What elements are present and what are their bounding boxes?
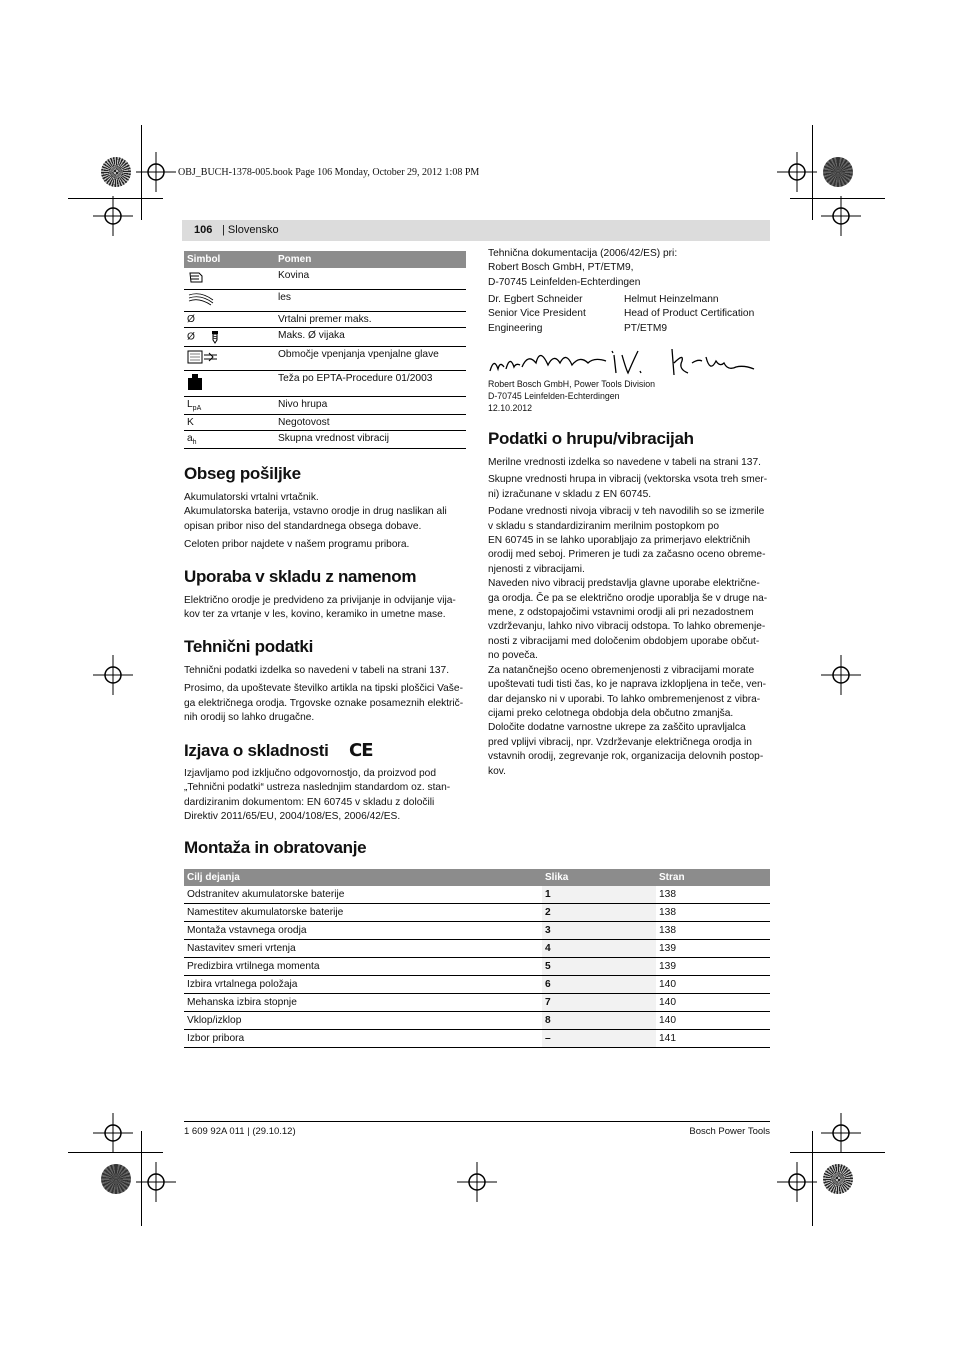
table-row <box>184 268 466 290</box>
table-row: Izbira vrtalnega položaja 6 140 <box>184 976 770 994</box>
table-row <box>184 328 466 347</box>
crosshair-icon <box>83 186 143 246</box>
operation-table <box>184 869 770 1048</box>
paragraph: Akumulatorska baterija, vstavno orodje in drug naslikan ali <box>184 506 447 518</box>
symbol-meaning: Območje vpenjanja vpenjalne glave <box>275 347 466 371</box>
symbol-text: Ø <box>184 312 275 328</box>
signatory-role: Head of Product Certification <box>624 308 755 320</box>
paragraph-line: EN 60745 in se lahko uporabljajo za primerjavo električnih <box>488 535 751 547</box>
section-tehnicni <box>184 637 474 726</box>
section-title: Izjava o skladnosti <box>184 741 329 760</box>
signatory-1 <box>488 293 628 336</box>
section-title: Uporaba v skladu z namenom <box>184 567 417 586</box>
signatory-name: Helmut Heinzelmann <box>624 294 719 305</box>
screw-icon <box>208 330 222 344</box>
table-row: Namestitev akumulatorske baterije 2 138 <box>184 904 770 922</box>
handwritten-signatures <box>488 343 758 379</box>
doc-line: Robert Bosch GmbH, PT/ETM9, <box>488 262 634 274</box>
paragraph: Prosimo, da upoštevate številko artikla na tipski ploščici Vaše- <box>184 683 463 695</box>
table-row <box>184 290 466 312</box>
symbol-meaning: Teža po EPTA-Procedure 01/2003 <box>275 371 466 397</box>
signatory-role: Senior Vice President <box>488 308 586 320</box>
paragraph-line: Za natančnejšo oceno obremenjenosti z vibracijami morate <box>488 664 755 676</box>
symbol-text: K <box>184 415 275 431</box>
paragraph-line: v skladu s standardiziranim merilnim postopkom po <box>488 520 720 532</box>
company-address <box>488 378 778 414</box>
color-rosette-icon <box>823 157 853 187</box>
symbol-table <box>184 251 466 449</box>
paragraph-line: vzdrževanju, lahko nivo vibracij odstopa. To lahko obremenje- <box>488 621 766 633</box>
table-header: Pomen <box>275 251 466 268</box>
countersink-icon <box>187 349 219 365</box>
signatory-role: Engineering <box>488 322 543 334</box>
paragraph: „Tehnični podatki“ ustreza naslednjim standardom oz. stan- <box>184 782 451 794</box>
paragraph: Tehnični podatki izdelka so navedeni v tabeli na strani 137. <box>184 665 450 676</box>
footer-brand: Bosch Power Tools <box>689 1126 770 1137</box>
paragraph-line: nosti z vibracijami med določenim obdobjem uporabe občut- <box>488 635 760 647</box>
paragraph-line: dar dejansko ni v uporabi. To lahko ombremenjenost z vibra- <box>488 693 761 705</box>
signatory-2 <box>624 293 784 336</box>
table-row: Mehanska izbira stopnje 7 140 <box>184 994 770 1012</box>
footer-rule <box>184 1121 770 1122</box>
doc-line: Tehnična dokumentacija (2006/42/ES) pri: <box>488 248 678 259</box>
doc-line: D-70745 Leinfelden-Echterdingen <box>488 276 641 288</box>
table-header: Slika <box>542 869 656 886</box>
symbol-text: Ø <box>187 331 195 343</box>
paragraph: Celoten pribor najdete v našem programu pribora. <box>184 539 410 551</box>
symbol-text: a <box>187 433 193 445</box>
paragraph-line: pred vplijvi vibracij, npr. Vzdrževanje električnega orodja in <box>488 736 752 748</box>
language-label: | Slovensko <box>222 224 279 236</box>
table-header: Stran <box>656 869 770 886</box>
signatory-name: Dr. Egbert Schneider <box>488 294 583 305</box>
paragraph-line: upoštevati tudi tisti čas, ko je naprava izklopljena in teče, ven- <box>488 679 767 691</box>
paragraph-line: Določite dodatne varnostne ukrepe za zaščito upravljalca <box>488 722 746 734</box>
table-row: Izbor pribora – 141 <box>184 1030 770 1048</box>
page-number: 106 <box>194 224 213 236</box>
symbol-text: L <box>187 399 193 410</box>
crosshair-icon <box>767 1152 827 1212</box>
paragraph: Direktiv 2011/65/EU, 2004/108/ES, 2006/42/ES. <box>184 811 401 823</box>
crosshair-icon <box>811 186 871 246</box>
paragraph-line: njenosti z vibracijami. <box>488 563 585 575</box>
paragraph-line: no poveča. <box>488 650 538 662</box>
ce-mark: CE <box>348 740 373 761</box>
paragraph-line: ga orodja. Če pa se električno orodje uporablja še v druge na- <box>488 592 768 604</box>
tech-documentation <box>488 247 778 290</box>
crosshair-icon <box>811 645 871 705</box>
table-row <box>184 347 466 371</box>
paragraph: Električno orodje je predvideno za privijanje in odvijanje vija- <box>184 595 456 606</box>
table-row: Montaža vstavnega orodja 3 138 <box>184 922 770 940</box>
table-header: Cilj dejanja <box>184 869 542 886</box>
paragraph-line: orodij med seboj. Primeren je tudi za začasno oceno obreme- <box>488 549 766 561</box>
symbol-subscript: pA <box>192 405 202 413</box>
address-line: Robert Bosch GmbH, Power Tools Division <box>488 379 656 389</box>
signature-date: 12.10.2012 <box>488 403 533 413</box>
paragraph: kov ter za vrtanje v les, kovino, keramiko in umetne mase. <box>184 609 446 621</box>
table-row: Odstranitev akumulatorske baterije 1 138 <box>184 886 770 904</box>
address-line: D-70745 Leinfelden-Echterdingen <box>488 391 620 401</box>
table-row <box>184 397 466 415</box>
section-izjava <box>184 740 474 825</box>
symbol-meaning: les <box>275 290 466 312</box>
section-title: Montaža in obratovanje <box>184 838 367 857</box>
symbol-meaning: Vrtalni premer maks. <box>275 312 466 328</box>
wood-icon <box>187 292 215 306</box>
table-header: Simbol <box>184 251 275 268</box>
paragraph-line: Skupne vrednosti hrupa in vibracij (vektorska vsota treh smer- <box>488 474 768 486</box>
paragraph-line: ni) izračunane v skladu z EN 60745. <box>488 488 652 500</box>
paragraph-line: vstavnih orodij, zegrevanje rok, organizacija delovnih postop- <box>488 751 764 763</box>
symbol-meaning: Maks. Ø vijaka <box>275 328 466 347</box>
table-row: Nastavitev smeri vrtenja 4 139 <box>184 940 770 958</box>
section-obseg <box>184 464 474 553</box>
paragraph: nih orodij so lahko drugačne. <box>184 712 315 724</box>
weight-icon <box>187 373 203 391</box>
paragraph-line: Naveden nivo vibracij predstavlja glavne uporabe električne- <box>488 578 760 590</box>
paragraph-line: mene, z odstopajočimi vstavnimi orodji ali pri nezadostnem <box>488 607 754 619</box>
table-row <box>184 312 466 328</box>
paragraph-line: cijami preko celotnega obdobja dela občutno zmanjša. <box>488 707 734 719</box>
paragraph-line: Merilne vrednosti izdelka so navedene v tabeli na strani 137. <box>488 457 761 468</box>
section-uporaba <box>184 567 474 623</box>
crosshair-icon <box>83 645 143 705</box>
table-row <box>184 431 466 449</box>
table-row <box>184 415 466 431</box>
table-row: Predizbira vrtilnega momenta 5 139 <box>184 958 770 976</box>
crosshair-icon <box>447 1152 507 1212</box>
paragraph: dardiziranim dokumentom: EN 60745 v skladu z določili <box>184 796 435 808</box>
table-row: Vklop/izklop 8 140 <box>184 1012 770 1030</box>
signatory-role: PT/ETM9 <box>624 322 668 334</box>
metal-icon <box>187 270 205 284</box>
paragraph-line: Podane vrednosti nivoja vibracij v teh navodilih so se izmerile <box>488 506 765 518</box>
section-title: Tehnični podatki <box>184 637 314 656</box>
symbol-meaning: Negotovost <box>275 415 466 431</box>
crosshair-icon <box>126 1152 186 1212</box>
color-rosette-icon <box>823 1164 853 1194</box>
symbol-meaning: Skupna vrednost vibracij <box>275 431 466 449</box>
symbol-subscript: h <box>192 439 197 447</box>
section-hrup <box>488 429 778 779</box>
paragraph: Izjavljamo pod izključno odgovornostjo, da proizvod pod <box>184 768 437 779</box>
section-title: Podatki o hrupu/vibracijah <box>488 429 694 448</box>
paragraph: opisan pribor niso del standardnega obsega dobave. <box>184 520 422 532</box>
paragraph-line: kov. <box>488 765 506 777</box>
page-header <box>182 220 770 241</box>
paragraph: ga električnega orodja. Trgovske oznake posameznih električ- <box>184 697 464 709</box>
table-row <box>184 371 466 397</box>
paragraph: Akumulatorski vrtalni vrtačnik. <box>184 492 319 503</box>
symbol-meaning: Kovina <box>275 268 466 290</box>
section-title: Obseg pošiljke <box>184 464 301 483</box>
footer-code: 1 609 92A 011 | (29.10.12) <box>184 1126 296 1137</box>
print-slug: OBJ_BUCH-1378-005.book Page 106 Monday, October 29, 2012 1:08 PM <box>178 167 480 178</box>
symbol-meaning: Nivo hrupa <box>275 397 466 415</box>
